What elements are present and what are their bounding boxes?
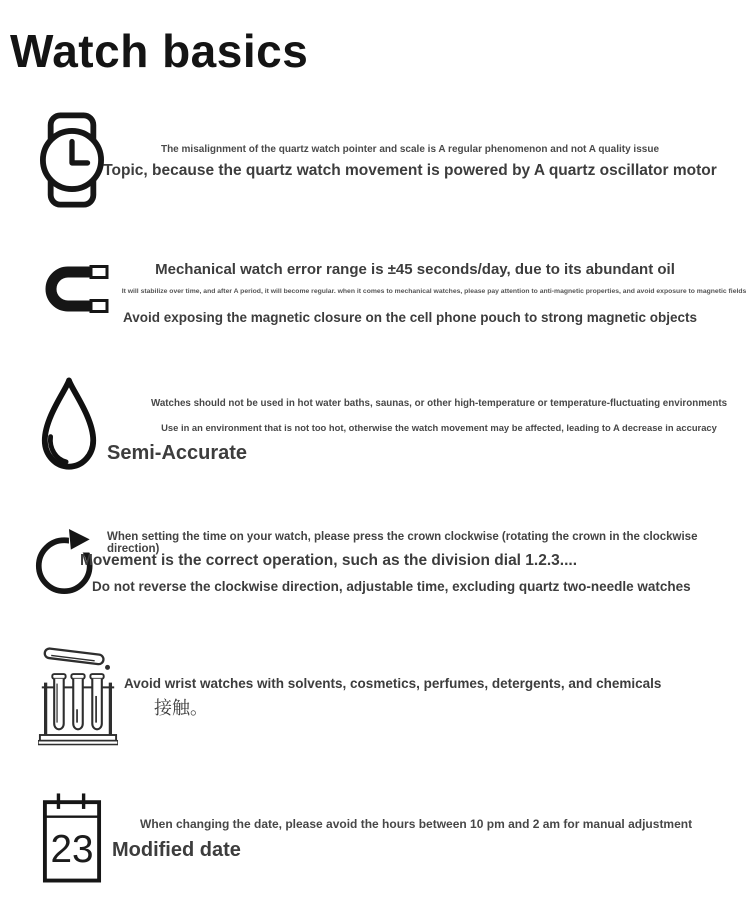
quartz-note: The misalignment of the quartz watch pointer and scale is A regular phenomenon and not A quality issue: [160, 144, 660, 155]
calendar-icon: [42, 790, 102, 884]
chemicals-cjk-text: 接触。: [154, 698, 208, 718]
magnet-headline: Mechanical watch error range is ±45 seconds/day, due to its abundant oil: [155, 261, 675, 278]
date-note: When changing the date, please avoid the hours between 10 pm and 2 am for manual adjustment: [140, 817, 693, 831]
quartz-headline: Topic, because the quartz watch movement is powered by A quartz oscillator motor: [103, 162, 717, 179]
crown-note: When setting the time on your watch, please press the crown clockwise (rotating the crown in the clockwise direction): [107, 531, 698, 555]
calendar-day-number: 23: [50, 828, 94, 872]
watch-icon: [40, 112, 104, 208]
magnet-note: It will stabilize over time, and after A period, it will become regular. when it comes to mechanical watches, please pay attention to anti-magnetic properties, and avoid exposure to magnetic fields: [121, 288, 747, 295]
magnet-subline: Avoid exposing the magnetic closure on the cell phone pouch to strong magnetic objects: [122, 310, 698, 325]
date-headline: Modified date: [112, 839, 241, 861]
temperature-note: Watches should not be used in hot water baths, saunas, or other high-temperature or temperature-fluctuating environments: [150, 398, 728, 409]
crown-headline: Movement is the correct operation, such as the division dial 1.2.3....: [80, 552, 577, 569]
water-drop-icon: [38, 376, 100, 474]
crown-subline: Do not reverse the clockwise direction, adjustable time, excluding quartz two-needle watches: [92, 579, 691, 594]
temperature-headline: Semi-Accurate: [107, 442, 248, 464]
test-tubes-icon: [38, 642, 118, 748]
magnet-icon: [40, 262, 114, 316]
chemicals-headline: Avoid wrist watches with solvents, cosmetics, perfumes, detergents, and chemicals: [124, 676, 662, 691]
temperature-note2: Use in an environment that is not too hot, otherwise the watch movement may be affected, leading to A decrease in accuracy: [161, 422, 717, 433]
page-title: Watch basics: [10, 25, 309, 77]
